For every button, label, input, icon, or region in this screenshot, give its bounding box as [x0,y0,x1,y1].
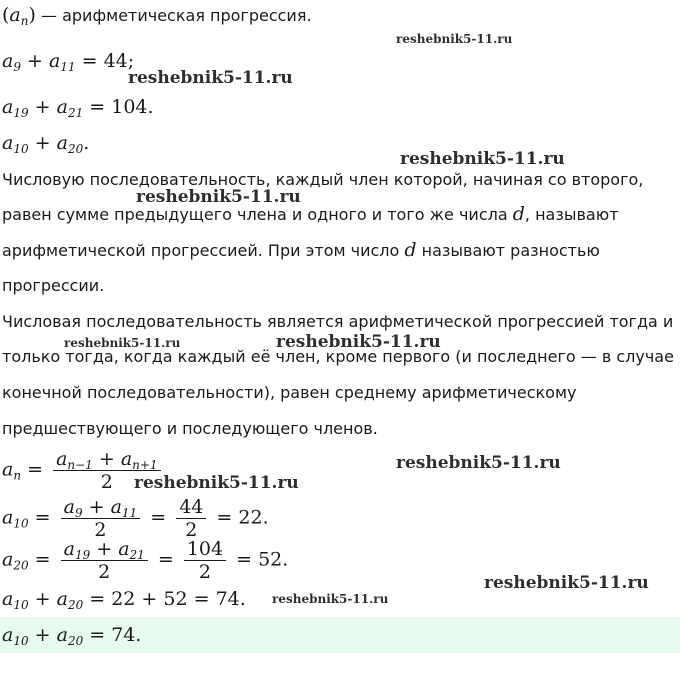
watermark: reshebnik5-11.ru [128,68,293,88]
definition-line-3: арифметической прогрессией. При этом число d называют разностью [2,239,600,261]
definition-line-4: прогрессии. [2,276,105,295]
difference-symbol-2: d [404,239,417,261]
watermark: reshebnik5-11.ru [136,187,301,207]
watermark: reshebnik5-11.ru [64,336,181,350]
watermark: reshebnik5-11.ru [484,573,649,593]
sum-result: 74 [215,588,240,610]
calc-a20-num: 104 [184,538,226,561]
intro-text: — арифметическая прогрессия. [35,6,312,25]
calc-a20-result: 52 [258,548,283,571]
calc-a20: $a_{20}$ = $\frac{a_{19} + a_{21}}{2}$ = $\frac{104}{2}$ = 52. [2,538,289,583]
calc-a10-num: 44 [176,496,206,519]
intro-line [2,4,312,26]
find-expression: $a_{10} + a_{20}$. [2,132,90,156]
definition-line-1: Числовую последовательность, каждый член которой, начиная со второго, [2,170,644,189]
definition-line-2: равен сумме предыдущего члена и одного и того же числа d, называют [2,203,619,225]
sum-line: $a_{10} + a_{20} = 22 + 52 = 74$. [2,588,246,612]
mean-formula: $a_n$ = $\frac{a_{n-1} + a_{n+1}}{2}$ [2,448,165,493]
calc-a10: $a_{10}$ = $\frac{a_9 + a_{11}}{2}$ = $\frac{44}{2}$ = 22. [2,496,269,541]
property-line-3: конечной последовательности), равен среднему арифметическому [2,383,577,402]
watermark: reshebnik5-11.ru [276,332,441,352]
given-1-value: 44 [103,50,128,72]
given-2-value: 104 [111,96,148,118]
property-line-4: предшествующего и последующего членов. [2,419,378,438]
watermark: reshebnik5-11.ru [396,32,513,46]
watermark: reshebnik5-11.ru [400,149,565,169]
sequence-symbol: $(a_n)$ [2,4,36,28]
answer-value: 74 [111,624,136,646]
difference-symbol: d [512,203,525,225]
property-line-2: только тогда, когда каждый её член, кроме первого (и последнего — в случае [2,347,674,366]
watermark: reshebnik5-11.ru [396,453,561,473]
watermark: reshebnik5-11.ru [134,473,299,493]
given-1: $a_9 + a_{11} = 44$; [2,50,135,74]
calc-a10-result: 22 [238,506,263,529]
given-2: $a_{19} + a_{21} = 104$. [2,96,154,120]
watermark: reshebnik5-11.ru [272,592,389,606]
property-line-1: Числовая последовательность является арифметической прогрессией тогда и [2,312,674,331]
mean-fraction: $\frac{a_{n-1} + a_{n+1}}{2}$ [53,448,161,493]
answer-line: $a_{10} + a_{20} = 74$. [2,624,142,648]
